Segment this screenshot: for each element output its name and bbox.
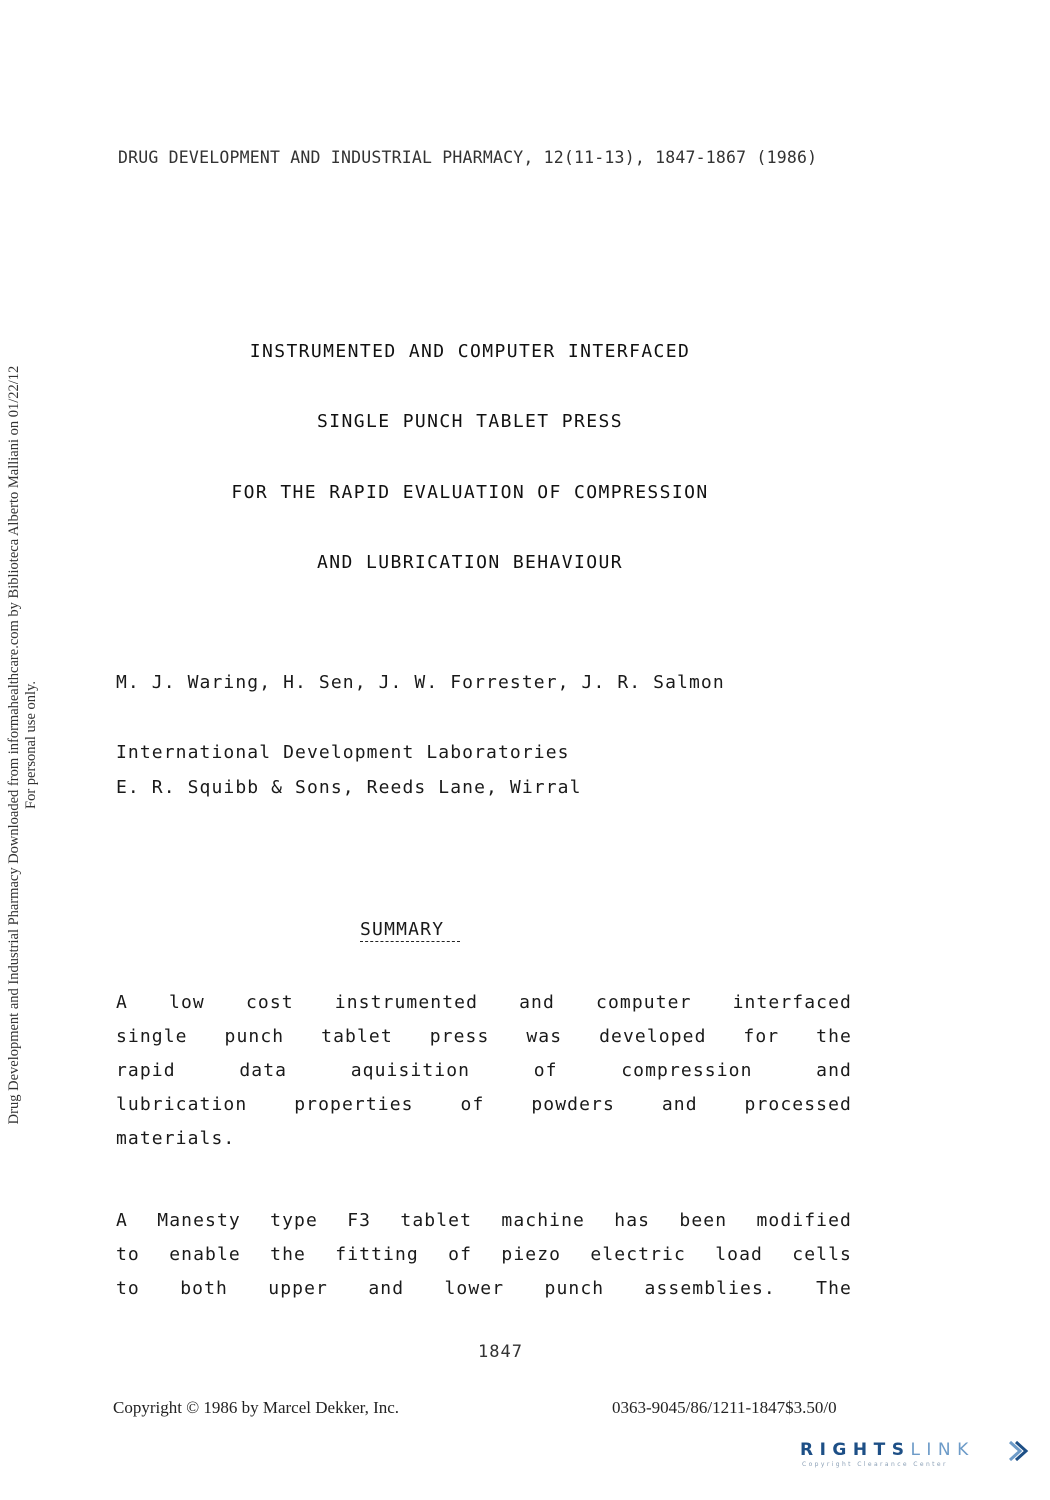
summary-heading: SUMMARY (360, 919, 445, 940)
paragraph-line: lubrication properties of powders and processed (116, 1094, 852, 1115)
paragraph-line: to enable the fitting of piezo electric load cells (116, 1244, 852, 1265)
page-number: 1847 (478, 1342, 523, 1362)
title-line-2: SINGLE PUNCH TABLET PRESS (317, 411, 623, 432)
summary-underline (360, 941, 460, 942)
download-notice (6, 310, 40, 1180)
download-notice-line-2: For personal use only. (23, 681, 39, 809)
journal-header: DRUG DEVELOPMENT AND INDUSTRIAL PHARMACY, 12(11-13), 1847-1867 (1986) (118, 148, 818, 167)
rightslink-wordmark (800, 1440, 975, 1460)
rightslink-link-text: LINK (910, 1440, 975, 1460)
rightslink-rights-text: RIGHTS (800, 1440, 911, 1460)
affiliation-line-2: E. R. Squibb & Sons, Reeds Lane, Wirral (116, 777, 582, 798)
paragraph-line: single punch tablet press was developed for the (116, 1026, 852, 1047)
paragraph-line: materials. (116, 1128, 236, 1149)
paragraph-line: to both upper and lower punch assemblies. The (116, 1278, 852, 1299)
title-line-3: FOR THE RAPID EVALUATION OF COMPRESSION (231, 482, 709, 503)
summary-paragraph-2 (116, 1204, 852, 1306)
paragraph-line: rapid data aquisition of compression and (116, 1060, 852, 1081)
article-code: 0363-9045/86/1211-1847$3.50/0 (612, 1398, 837, 1417)
rightslink-logo[interactable] (800, 1440, 1030, 1474)
download-notice-line-1: Drug Development and Industrial Pharmacy Downloaded from informahealthcare.com by Biblioteca Alberto Malliani on 01/22/12 (6, 365, 22, 1125)
copyright-notice: Copyright © 1986 by Marcel Dekker, Inc. (113, 1398, 400, 1417)
author-list: M. J. Waring, H. Sen, J. W. Forrester, J. R. Salmon (116, 672, 725, 693)
title-line-1: INSTRUMENTED AND COMPUTER INTERFACED (249, 341, 691, 362)
rightslink-chevron-icon (1006, 1440, 1030, 1462)
summary-paragraph-1 (116, 986, 852, 1156)
affiliation-line-1: International Development Laboratories (116, 742, 570, 763)
rightslink-tagline: Copyright Clearance Center (802, 1461, 948, 1468)
title-line-4: AND LUBRICATION BEHAVIOUR (317, 552, 623, 573)
side-notice (0, 0, 50, 1500)
paragraph-line: A Manesty type F3 tablet machine has been modified (116, 1210, 852, 1231)
paragraph-line: A low cost instrumented and computer interfaced (116, 992, 852, 1013)
